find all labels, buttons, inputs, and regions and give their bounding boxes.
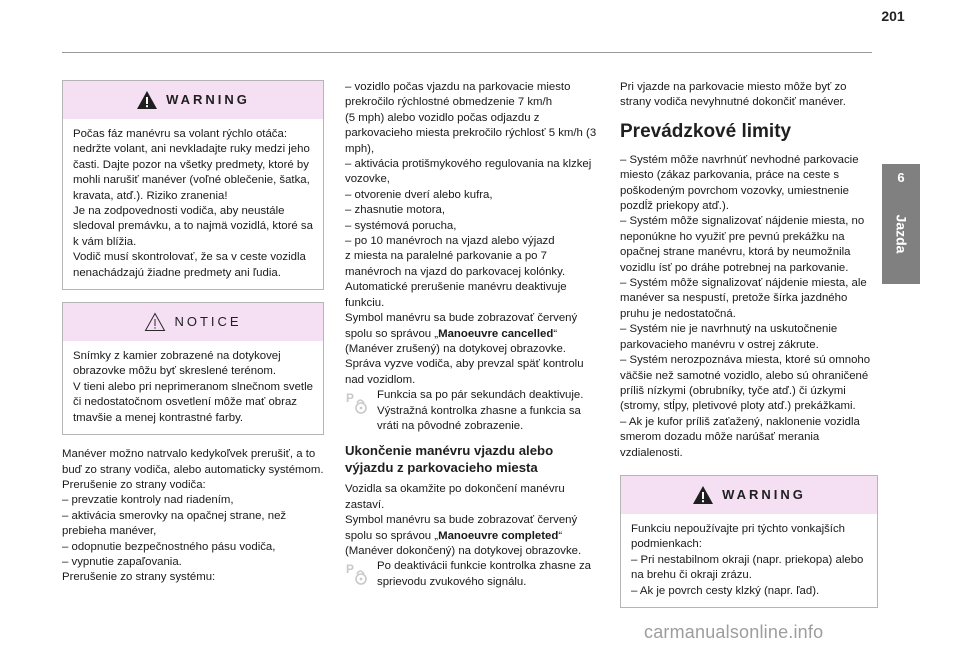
chapter-label: Jazda xyxy=(893,214,910,254)
notice-box xyxy=(62,302,324,435)
system-interrupt-text-a: – vozidlo počas vjazdu na parkovacie miesto prekročilo rýchlostné obmedzenie 7 km/h (5 mph) alebo vozidlo počas odjazdu z parkovacieho miesta prekročilo rýchlosť 5 km/h (3 mph), – aktivácia protišmykového regulovania na klzkej vozovke, – otvorenie dverí alebo kufra, – zhasnutie motora, – systémová porucha, – po 10 manévroch na vjazd alebo výjazd z miesta na paralelné parkovanie a po 7 manévroch na vjazd do parkovacej kolónky. Automatické prerušenie manévru deaktivuje funkciu. Symbol manévru sa bude zobrazovať červený spolu so správou „ xyxy=(345,81,597,340)
deactivation-text: Funkcia sa po pár sekundách deaktivuje. Výstražná kontrolka zhasne a funkcia sa vráti na pôvodné zobrazenie. xyxy=(377,389,584,432)
column-2 xyxy=(345,80,600,590)
message-cancelled: Manoeuvre cancelled xyxy=(438,327,554,340)
interrupt-text: Manéver možno natrvalo kedykoľvek prerušiť, a to buď zo strany vodiča, alebo automaticky systémom. Prerušenie zo strany vodiča: – prevzatie kontroly nad riadením, – aktivácia smerovky na opačnej strane, než prebieha manéver, – odopnutie bezpečnostného pásu vodiča, – vypnutie zapaľovania. Prerušenie zo strany systému: xyxy=(62,448,324,584)
chapter-tab xyxy=(882,164,920,284)
warning-title-2: WARNING xyxy=(722,487,806,503)
warning-text-2: Funkciu nepoužívajte pri týchto vonkajších podmienkach: – Pri nestabilnom okraji (napr. priekopa) alebo na brehu či okraji zrázu. – Ak je povrch cesty klzký (napr. ľad). xyxy=(631,522,864,597)
message-completed: Manoeuvre completed xyxy=(438,529,559,542)
park-assist-icon xyxy=(345,561,373,585)
end-manoeuvre-heading: Ukončenie manévru vjazdu alebo výjazdu z parkovacieho miesta xyxy=(345,443,554,476)
notice-triangle-icon xyxy=(144,312,166,332)
column-3 xyxy=(620,80,878,620)
warning-triangle-icon xyxy=(136,90,158,110)
header-rule xyxy=(62,52,872,53)
notice-text: Snímky z kamier zobrazené na dotykovej obrazovke môžu byť skreslené terénom. V tieni alebo pri neprimeranom slnečnom svetle či nedostatočnom osvetlení môže mať obraz tmavšie a menej kontrastné farby. xyxy=(73,350,313,424)
notice-header xyxy=(63,303,323,341)
warning-text: Počas fáz manévru sa volant rýchlo otáča: nedržte volant, ani nevkladajte ruky medzi jeho časti. Dajte pozor na všetky predmety, ktoré by mohli narušiť manéver (voľné oblečenie, šatka, kravata, atď.). Riziko zranenia! Je na zodpovednosti vodiča, aby neustále sledoval premávku, a to najmä vozidlá, ktoré sa k vám blížia. Vodič musí skontrolovať, že sa v ceste vozidla nenachádzajú žiadne predmety ani ľudia. xyxy=(73,128,313,279)
park-assist-icon xyxy=(345,390,373,414)
end-manoeuvre-text xyxy=(345,482,600,559)
watermark: carmanualsonline.info xyxy=(644,622,824,642)
end-manoeuvre-text-b: “ (Manéver dokončený) na dotykovej obrazovke. xyxy=(345,529,582,557)
end-manoeuvre-text-a: Vozidla sa okamžite po dokončení manévru zastaví. Symbol manévru sa bude zobrazovať červený spolu so správou „ xyxy=(345,483,578,542)
system-interrupt-text xyxy=(345,80,600,388)
svg-text:P: P xyxy=(346,562,355,577)
deactivation-note xyxy=(345,388,600,434)
notice-title: NOTICE xyxy=(174,314,242,330)
chapter-number: 6 xyxy=(897,170,905,185)
warning-header-2 xyxy=(621,476,877,514)
intro-text: Pri vjazde na parkovacie miesto môže byť zo strany vodiča nevyhnutné dokončiť manéver. xyxy=(620,81,847,109)
svg-text:P: P xyxy=(346,391,355,406)
operating-limits-heading: Prevádzkové limity xyxy=(620,120,792,142)
signal-text: Po deaktivácii funkcie kontrolka zhasne za sprievodu zvukového signálu. xyxy=(377,560,592,588)
warning-title: WARNING xyxy=(166,92,250,108)
column-1 xyxy=(62,80,324,586)
chapter-label-wrap xyxy=(882,194,920,274)
page-number: 201 xyxy=(881,8,905,24)
signal-note xyxy=(345,559,600,590)
warning-triangle-icon xyxy=(692,485,714,505)
system-interrupt-text-b: “ (Manéver zrušený) na dotykovej obrazovke. Správa vyzve vodiča, aby prevzal späť kontrolu nad vozidlom. xyxy=(345,327,584,386)
warning-box xyxy=(62,80,324,290)
warning-box-2 xyxy=(620,475,878,608)
warning-header xyxy=(63,81,323,119)
operating-limits-text: – Systém môže navrhnúť nevhodné parkovacie miesto (zákaz parkovania, práce na ceste s poškodeným povrchom vozovky, umiestnenie pozdĺž priekopy atď.). – Systém môže signalizovať nájdenie miesta, no neponúkne ho využiť pre pevnú prekážku na opačnej strane manévru, ktorá by neumožnila vozidlu ísť po dráhe potrebnej na parkovanie. – Systém môže signalizovať nájdenie miesta, ale manéver sa nespustí, pretože šírka jazdného pruhu je nedostatočná. – Systém nie je navrhnutý na uskutočnenie parkovacieho manévru v ostrej zákrute. – Systém nerozpoznáva miesta, ktoré sú omnoho väčšie než samotné vozidlo, alebo sú ohraničené príliš nízkymi (obrubníky, tyče atď.) či úzkymi (stromy, stĺpy, pletivové ploty atď.) prekážkami. – Ak je kufor príliš zaťažený, naklonenie vozidla smerom dozadu môže narúšať merania vzdialenosti. xyxy=(620,153,871,459)
